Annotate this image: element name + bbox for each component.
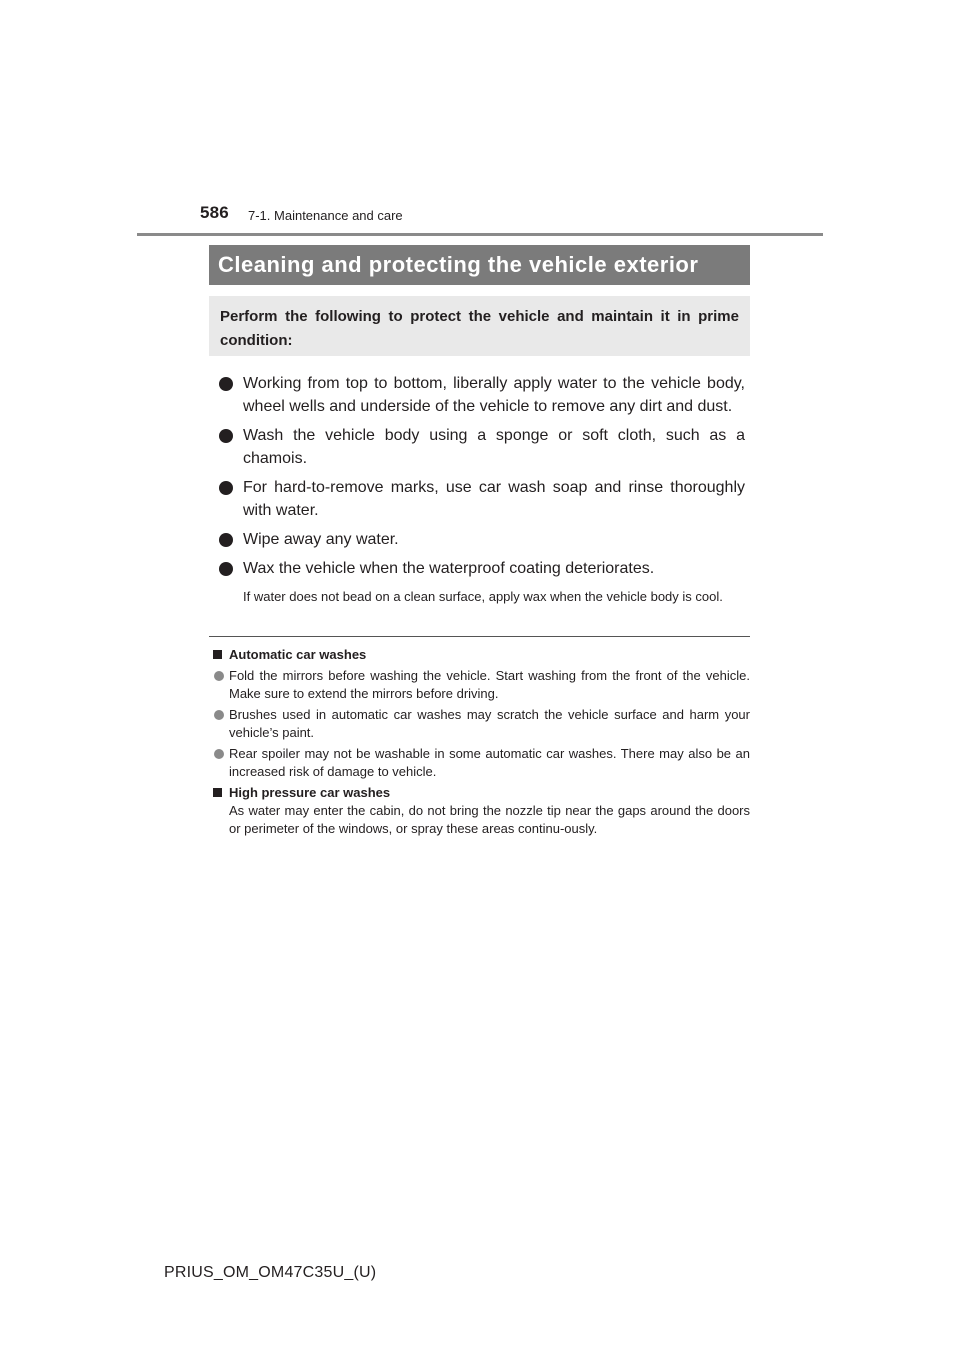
list-item	[219, 372, 745, 418]
high-pressure-heading-text: High pressure car washes	[229, 785, 391, 800]
list-item	[219, 476, 745, 522]
notes-section	[213, 644, 750, 838]
list-item	[219, 528, 745, 551]
note-text: Fold the mirrors before washing the vehicle. Start washing from the front of the vehicle. Make sure to extend the mirrors before driving.	[229, 668, 750, 701]
bullet-icon	[219, 533, 233, 547]
high-pressure-text: As water may enter the cabin, do not bring the nozzle tip near the gaps around the doors or perimeter of the windows, or spray these areas continu-ously.	[229, 803, 750, 836]
note-text: Brushes used in automatic car washes may scratch the vehicle surface and harm your vehicle’s paint.	[229, 707, 750, 740]
automatic-heading	[213, 646, 750, 664]
bullet-icon	[219, 481, 233, 495]
note-text: Rear spoiler may not be washable in some automatic car washes. There may also be an increased risk of damage to vehicle.	[229, 746, 750, 779]
dot-bullet-icon	[214, 710, 224, 720]
high-pressure-heading	[213, 784, 750, 802]
automatic-heading-text: Automatic car washes	[229, 647, 367, 662]
bullet-icon	[219, 377, 233, 391]
header-rule	[137, 233, 823, 236]
list-item	[219, 424, 745, 470]
intro-box: Perform the following to protect the vehicle and maintain it in prime condition:	[209, 296, 750, 356]
steps-list	[219, 372, 745, 586]
page-number: 586	[200, 203, 229, 222]
list-item	[219, 557, 745, 580]
bullet-icon	[219, 429, 233, 443]
step-text: Wipe away any water.	[243, 531, 399, 548]
list-item	[213, 667, 750, 703]
step-text: For hard-to-remove marks, use car wash soap and rinse thoroughly with water.	[243, 479, 745, 519]
dot-bullet-icon	[214, 749, 224, 759]
wax-note: If water does not bead on a clean surface, apply wax when the vehicle body is cool.	[243, 589, 723, 604]
bullet-icon	[219, 562, 233, 576]
automatic-list	[213, 667, 750, 781]
section-label: 7-1. Maintenance and care	[248, 208, 403, 223]
list-item	[213, 745, 750, 781]
step-text: Wash the vehicle body using a sponge or soft cloth, such as a chamois.	[243, 427, 745, 467]
document-id: PRIUS_OM_OM47C35U_(U)	[164, 1264, 377, 1281]
step-text: Working from top to bottom, liberally apply water to the vehicle body, wheel wells and underside of the vehicle to remove any dirt and dust.	[243, 375, 745, 415]
section-rule	[209, 636, 750, 637]
square-bullet-icon	[213, 650, 222, 659]
square-bullet-icon	[213, 788, 222, 797]
page-title: Cleaning and protecting the vehicle exterior	[209, 245, 750, 285]
dot-bullet-icon	[214, 671, 224, 681]
list-item	[213, 706, 750, 742]
step-text: Wax the vehicle when the waterproof coating deteriorates.	[243, 560, 655, 577]
